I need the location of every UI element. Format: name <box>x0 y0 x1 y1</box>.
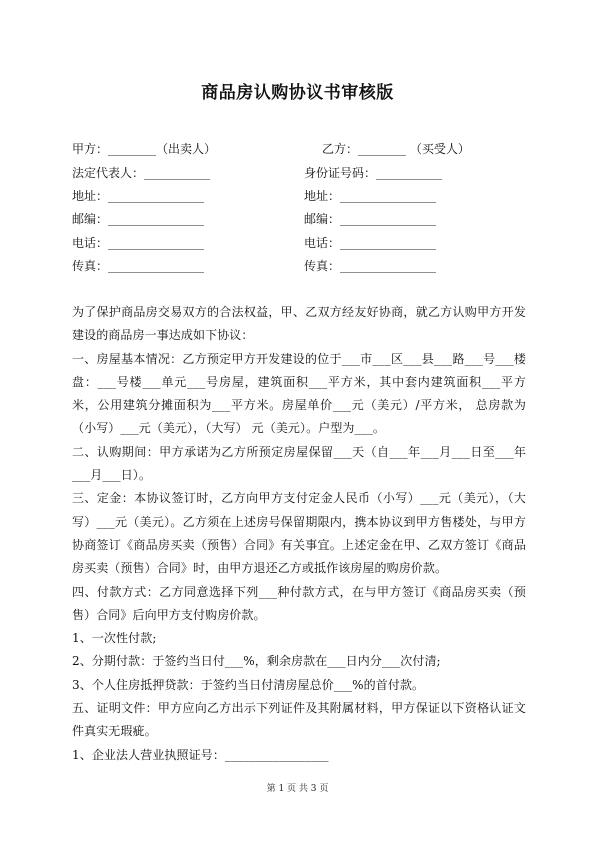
page-number: 第 1 页 共 3 页 <box>266 784 329 794</box>
intro-paragraph: 为了保护商品房交易双方的合法权益，甲、乙双方经友好协商，就乙方认购甲方开发建设的商品房一事达成如下协议： <box>72 305 526 343</box>
party-b-postcode-field: 邮编：________________ <box>304 212 437 226</box>
clause-3-deposit: 三、定金：本协议签订时，乙方向甲方支付定金人民币（小写）___元（美元），（大写）___元（美元）。乙方须在上述房号保留期限内，携本协议到甲方售楼处，与甲方协商签订《商品房买卖（预售）合同》有关事宜。上述定金在甲、乙双方签订《商品房买卖（预售）合同》时，由甲方退还乙方或抵作该房屋的购房价款。 <box>72 491 526 576</box>
agreement-body <box>72 301 526 767</box>
party-a-fax-field: 传真：________________ <box>72 259 205 273</box>
party-b-phone-field: 电话：________________ <box>304 236 437 250</box>
payment-option-3: 3、个人住房抵押贷款：于签约当日付清房屋总价___%的首付款。 <box>72 677 425 692</box>
payment-option-1: 1、一次性付款; <box>72 631 157 646</box>
party-a-address-field: 地址：________________ <box>72 189 205 203</box>
id-number-field: 身份证号码：___________ <box>304 166 443 180</box>
clause-5-certificates: 五、证明文件：甲方应向乙方出示下列证件及其附属材料，甲方保证以下资格认证文件真实无瑕疵。 <box>72 701 526 739</box>
clause-2-subscription-period: 二、认购期间：甲方承诺为乙方所预定房屋保留___天（自___年___月___日至___年___月___日）。 <box>72 444 526 483</box>
clause-4-payment-method: 四、付款方式：乙方同意选择下列___种付款方式，在与甲方签订《商品房买卖（预售）合同》后向甲方支付购房价款。 <box>72 584 526 622</box>
payment-option-2: 2、分期付款：于签约当日付___%，剩余房款在___日内分___次付清; <box>72 654 441 669</box>
certificate-item-1: 1、企业法人营业执照证号：_________________ <box>72 747 329 762</box>
party-a-phone-field: 电话：________________ <box>72 236 205 250</box>
party-b-fax-field: 传真：________________ <box>304 259 437 273</box>
party-a-postcode-field: 邮编：________________ <box>72 212 205 226</box>
party-b-name: 乙方：________ （买受人） <box>322 142 470 156</box>
document-title: 商品房认购协议书审核版 <box>201 83 394 103</box>
legal-representative-field: 法定代表人：___________ <box>72 166 211 180</box>
party-a-name: 甲方：________（出卖人） <box>72 142 217 156</box>
clause-1-property-info: 一、房屋基本情况：乙方预定甲方开发建设的位于___市___区___县___路___号___楼盘：___号楼___单元___号房屋，建筑面积___平方米，其中套内建筑面积___平方米，公用建筑分摊面积为___平方米。房屋单价___元（美元）/平方米， 总房款为（小写）___元（美元），（大写） 元（美元）。户型为___。 <box>72 351 526 436</box>
party-b-address-field: 地址：________________ <box>304 189 437 203</box>
